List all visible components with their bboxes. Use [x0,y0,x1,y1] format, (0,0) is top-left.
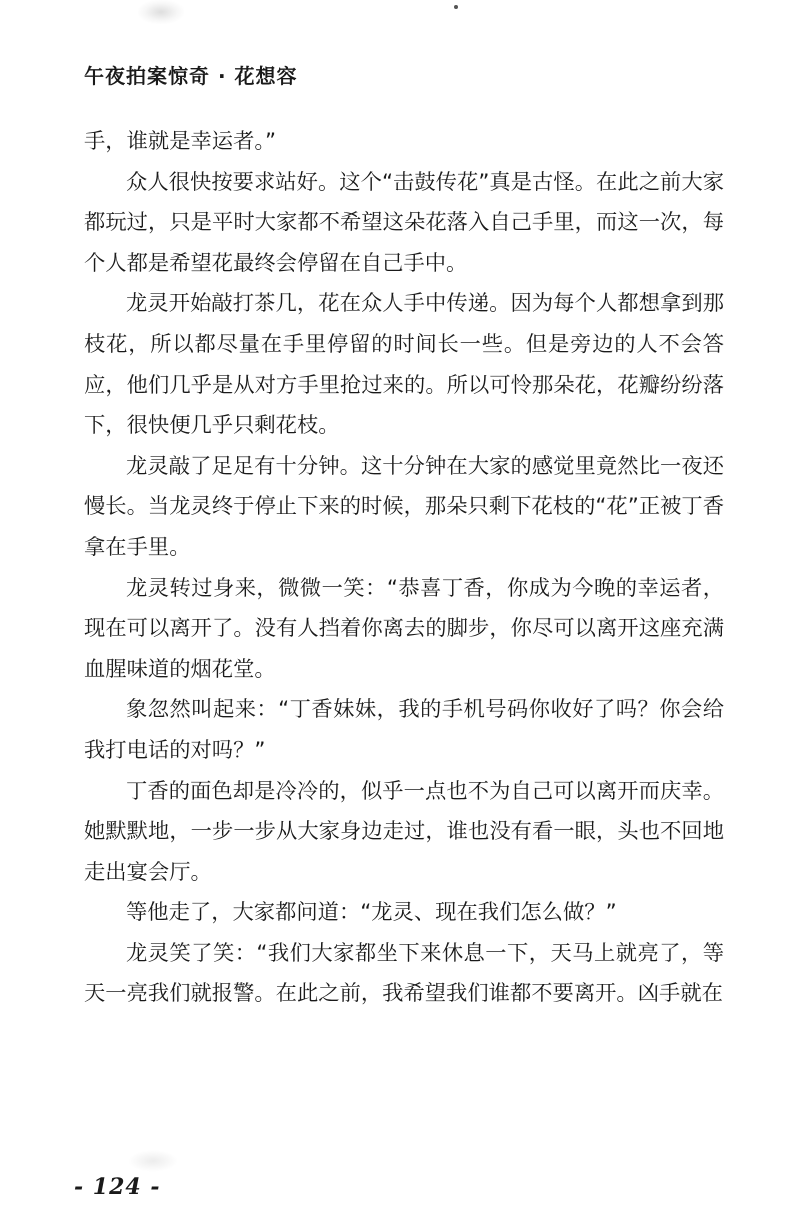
scan-speck [454,5,458,9]
paragraph: 象忽然叫起来：“丁香妹妹，我的手机号码你收好了吗？你会给我打电话的对吗？” [84,697,724,763]
page-number: - 124 - [74,1174,161,1200]
scan-smudge-bottom [128,1150,178,1172]
paragraph: 龙灵开始敲打茶几，花在众人手中传递。因为每个人都想拿到那枝花，所以都尽量在手里停留的时间长一些。但是旁边的人不会答应，他们几乎是从对方手里抢过来的。所以可怜那朵花，花瓣纷纷落下，很快便几乎只剩花枝。 [84,291,724,439]
running-header: 午夜拍案惊奇 · 花想容 [84,64,298,88]
body-text [84,122,724,1015]
paragraph: 手，谁就是幸运者。” [84,129,277,154]
paragraph: 龙灵转过身来，微微一笑：“恭喜丁香，你成为今晚的幸运者，现在可以离开了。没有人挡着你离去的脚步，你尽可以离开这座充满血腥味道的烟花堂。 [84,575,724,682]
paragraph: 龙灵敲了足足有十分钟。这十分钟在大家的感觉里竟然比一夜还慢长。当龙灵终于停止下来的时候，那朵只剩下花枝的“花”正被丁香拿在手里。 [84,453,724,560]
paragraph: 龙灵笑了笑：“我们大家都坐下来休息一下，天马上就亮了，等天一亮我们就报警。在此之前，我希望我们谁都不要离开。凶手就在 [84,940,724,1007]
paragraph: 众人很快按要求站好。这个“击鼓传花”真是古怪。在此之前大家都玩过，只是平时大家都不希望这朵花落入自己手里，而这一次，每个人都是希望花最终会停留在自己手中。 [84,169,724,276]
scan-smudge-top [138,0,184,24]
paragraph: 丁香的面色却是冷冷的，似乎一点也不为自己可以离开而庆幸。她默默地，一步一步从大家身边走过，谁也没有看一眼，头也不回地走出宴会厅。 [84,778,724,885]
paragraph: 等他走了，大家都问道：“龙灵、现在我们怎么做？” [126,900,617,926]
